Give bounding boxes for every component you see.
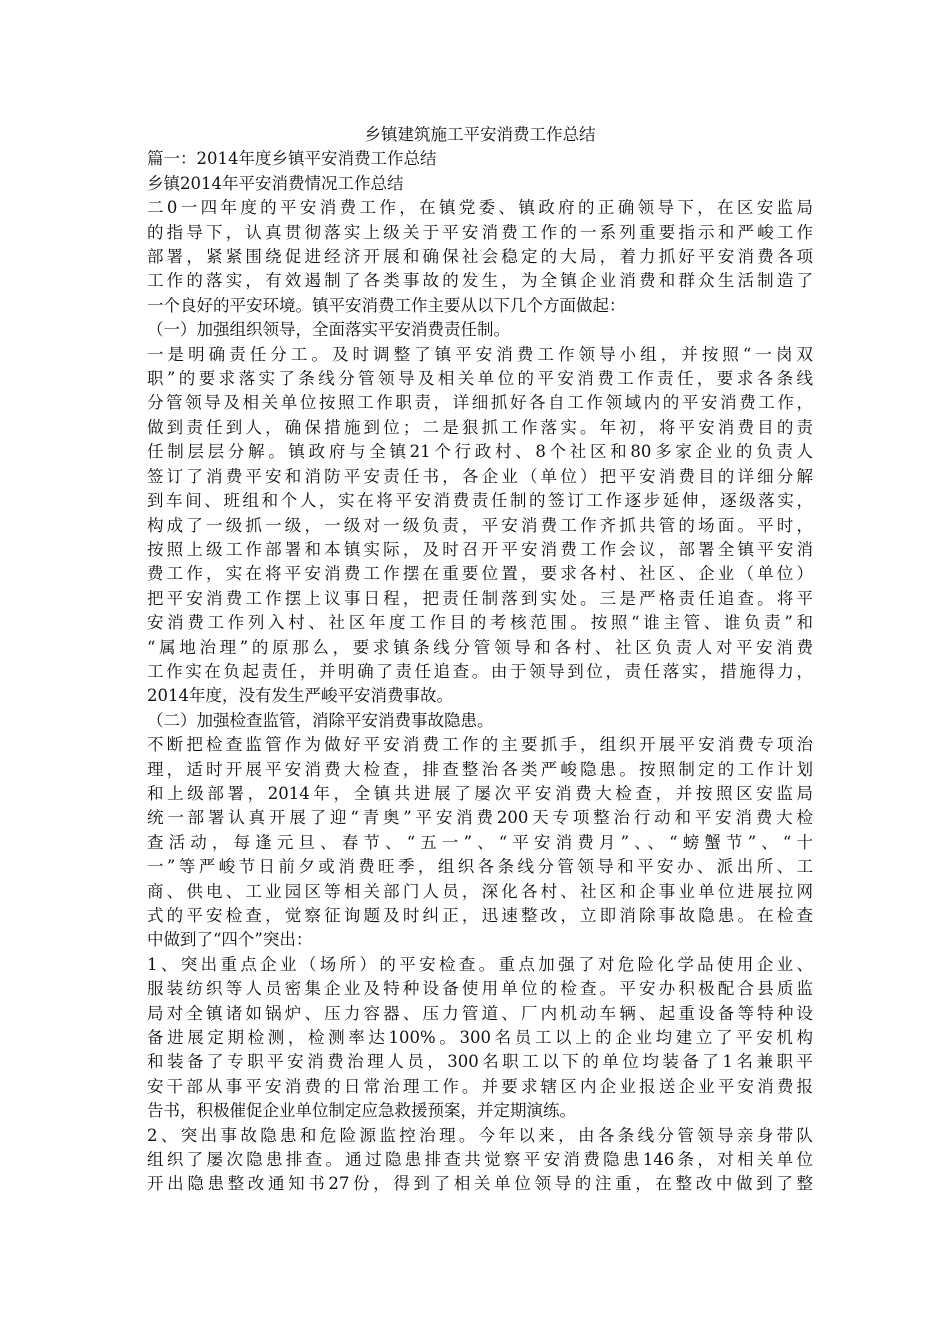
text-line: 查活动，每逢元旦、春节、“五一”、“平安消费月”、、“螃蟹节”、“十 bbox=[147, 832, 813, 852]
text-line: “属地治理”的原那么，要求镇条线分管领导和各村、社区负责人对平安消费 bbox=[147, 637, 813, 657]
text-line: 组织了屡次隐患排查。通过隐患排查共觉察平安消费隐患146条，对相关单位 bbox=[147, 1150, 813, 1170]
text-line: 篇一：2014年度乡镇平安消费工作总结 bbox=[147, 149, 437, 169]
text-line: 中做到了“四个”突出： bbox=[147, 930, 313, 950]
text-line: （二）加强检查监管，消除平安消费事故隐患。 bbox=[147, 710, 494, 730]
text-line: 和上级部署，2014年，全镇共进展了屡次平安消费大检查，并按照区安监局 bbox=[147, 783, 813, 803]
document-title: 乡镇建筑施工平安消费工作总结 bbox=[364, 125, 596, 144]
text-line: 到车间、班组和个人，实在将平安消费责任制的签订工作逐步延伸，逐级落实， bbox=[147, 491, 813, 511]
text-line: 安消费工作列入村、社区年度工作目的考核范围。按照“谁主管、谁负责”和 bbox=[147, 613, 813, 633]
text-line: 构成了一级抓一级，一级对一级负责，平安消费工作齐抓共管的场面。平时， bbox=[147, 515, 813, 535]
text-line: 2014年度，没有发生严峻平安消费事故。 bbox=[147, 686, 453, 706]
text-line: 做到责任到人，确保措施到位；二是狠抓工作落实。年初，将平安消费目的责 bbox=[147, 417, 813, 437]
text-line: 按照上级工作部署和本镇实际，及时召开平安消费工作会议，部署全镇平安消 bbox=[147, 539, 813, 559]
text-line: 告书，积极催促企业单位制定应急救援预案，并定期演练。 bbox=[147, 1101, 576, 1121]
text-line: 商、供电、工业园区等相关部门人员，深化各村、社区和企事业单位进展拉网 bbox=[147, 881, 813, 901]
text-line: 签订了消费平安和消防平安责任书，各企业（单位）把平安消费目的详细分解 bbox=[147, 466, 813, 486]
text-line: （一）加强组织领导，全面落实平安消费责任制。 bbox=[147, 320, 510, 340]
text-line: 理，适时开展平安消费大检查，排查整治各类严峻隐患。按照制定的工作计划 bbox=[147, 759, 813, 779]
text-line: 职”的要求落实了条线分管领导及相关单位的平安消费工作责任，要求各条线 bbox=[147, 369, 813, 389]
text-line: 一个良好的平安环境。镇平安消费工作主要从以下几个方面做起： bbox=[147, 295, 626, 315]
text-line: 服装纺织等人员密集企业及特种设备使用单位的检查。平安办积极配合县质监 bbox=[147, 979, 813, 999]
text-line: 分管领导及相关单位按照工作职责，详细抓好各自工作领域内的平安消费工作， bbox=[147, 393, 813, 413]
text-line: 部署，紧紧围绕促进经济开展和确保社会稳定的大局，着力抓好平安消费各项 bbox=[147, 247, 813, 267]
text-line: 局对全镇诸如锅炉、压力容器、压力管道、厂内机动车辆、起重设备等特种设 bbox=[147, 1003, 813, 1023]
text-line: 开出隐患整改通知书27份，得到了相关单位领导的注重，在整改中做到了整 bbox=[147, 1174, 813, 1194]
text-line: 二0一四年度的平安消费工作，在镇党委、镇政府的正确领导下，在区安监局 bbox=[147, 198, 813, 218]
text-line: 统一部署认真开展了迎“青奥”平安消费200天专项整治行动和平安消费大检 bbox=[147, 808, 813, 828]
text-line: 乡镇2014年平安消费情况工作总结 bbox=[147, 173, 404, 193]
text-line: 1、突出重点企业（场所）的平安检查。重点加强了对危险化学品使用企业、 bbox=[147, 954, 813, 974]
text-line: 和装备了专职平安消费治理人员，300名职工以下的单位均装备了1名兼职平 bbox=[147, 1052, 813, 1072]
text-line: 一是明确责任分工。及时调整了镇平安消费工作领导小组，并按照“一岗双 bbox=[147, 344, 813, 364]
text-line: 一”等严峻节日前夕或消费旺季，组织各条线分管领导和平安办、派出所、工 bbox=[147, 857, 813, 877]
text-line: 把平安消费工作摆上议事日程，把责任制落到实处。三是严格责任追查。将平 bbox=[147, 588, 813, 608]
text-line: 费工作，实在将平安消费工作摆在重要位置，要求各村、社区、企业（单位） bbox=[147, 564, 813, 584]
text-line: 的指导下，认真贯彻落实上级关于平安消费工作的一系列重要指示和严峻工作 bbox=[147, 222, 813, 242]
text-line: 不断把检查监管作为做好平安消费工作的主要抓手，组织开展平安消费专项治 bbox=[147, 735, 813, 755]
text-line: 安干部从事平安消费的日常治理工作。并要求辖区内企业报送企业平安消费报 bbox=[147, 1076, 813, 1096]
document-body bbox=[147, 123, 813, 1197]
text-line: 任制层层分解。镇政府与全镇21个行政村、8个社区和80多家企业的负责人 bbox=[147, 442, 813, 462]
text-line: 2、突出事故隐患和危险源监控治理。今年以来，由各条线分管领导亲身带队 bbox=[147, 1125, 813, 1145]
text-line: 工作的落实，有效遏制了各类事故的发生，为全镇企业消费和群众生活制造了 bbox=[147, 271, 813, 291]
text-line: 备进展定期检测，检测率达100%。300名员工以上的企业均建立了平安机构 bbox=[147, 1028, 813, 1048]
text-line: 式的平安检查，觉察征询题及时纠正，迅速整改，立即消除事故隐患。在检查 bbox=[147, 906, 813, 925]
paragraph-lines bbox=[147, 147, 813, 1196]
text-line: 工作实在负起责任，并明确了责任追查。由于领导到位，责任落实，措施得力， bbox=[147, 661, 813, 681]
